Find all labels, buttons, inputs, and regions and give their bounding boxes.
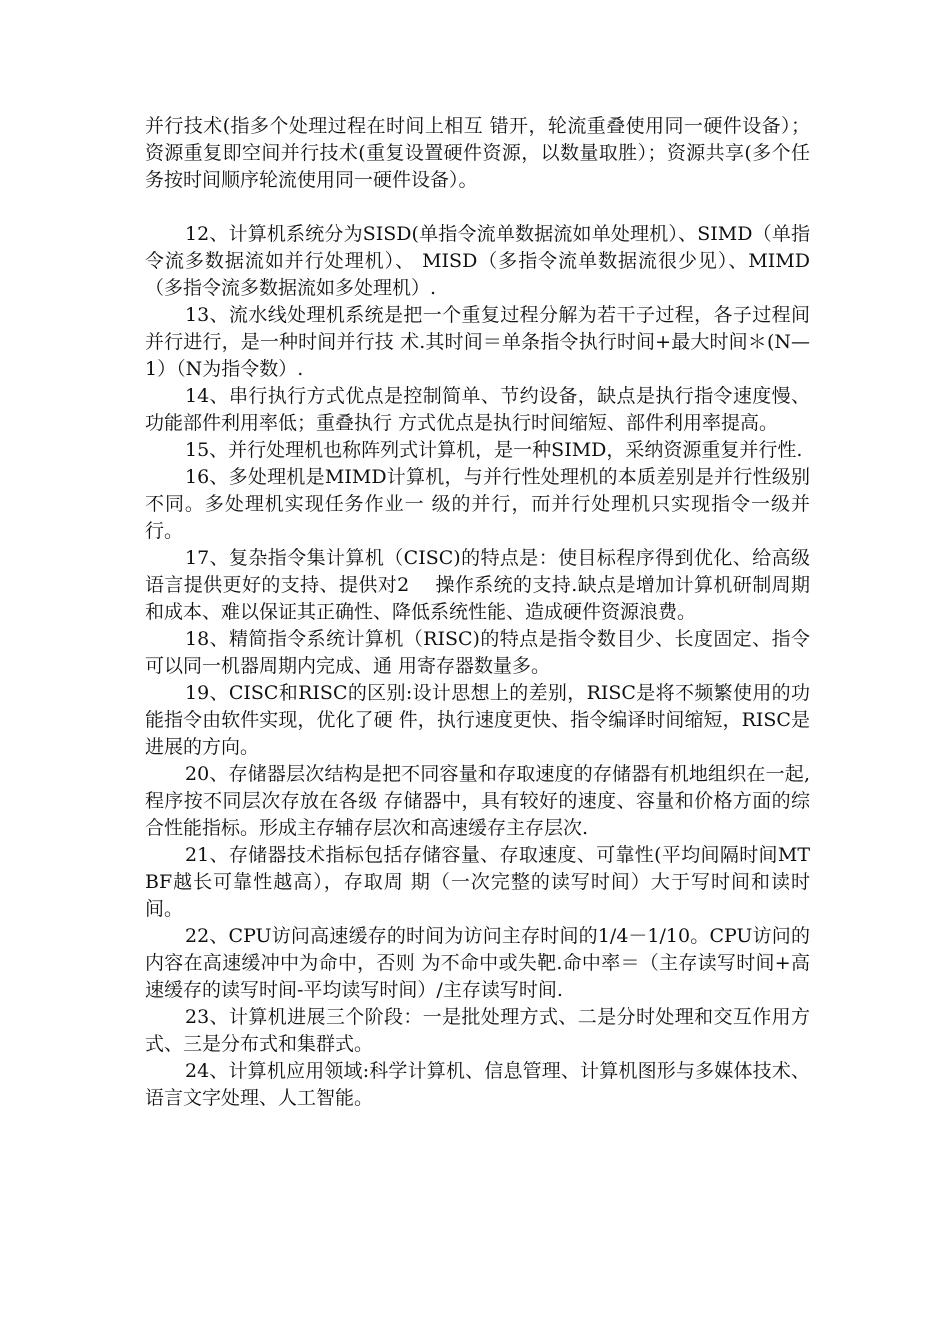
paragraph-13: 13、流水线处理机系统是把一个重复过程分解为若干子过程，各子过程间并行进行，是一种时间并行技 术.其时间＝单条指令执行时间+最大时间＊(N—1）（N为指令数）.: [145, 304, 810, 380]
paragraph-21: 21、存储器技术指标包括存储容量、存取速度、可靠性(平均间隔时间MTBF越长可靠性越高），存取周 期（一次完整的读写时间）大于写时间和读时间。: [145, 844, 810, 920]
paragraph-23: 23、计算机进展三个阶段：一是批处理方式、二是分时处理和交互作用方式、三是分布式和集群式。: [145, 1006, 810, 1055]
paragraph-22: 22、CPU访问高速缓存的时间为访问主存时间的1/4－1/10。CPU访问的内容在高速缓冲中为命中，否则 为不命中或失靶.命中率＝（主存读写时间+高速缓存的读写时间-平均读写时间）/主存读写时间.: [145, 925, 810, 1001]
paragraph-19: 19、CISC和RISC的区别:设计思想上的差别，RISC是将不频繁使用的功能指令由软件实现，优化了硬 件，执行速度更快、指令编译时间缩短，RISC是进展的方向。: [145, 682, 810, 758]
paragraph-24: 24、计算机应用领域:科学计算机、信息管理、计算机图形与多媒体技术、语言文字处理、人工智能。: [145, 1060, 810, 1109]
paragraph-17: 17、复杂指令集计算机（CISC)的特点是：使目标程序得到优化、给高级语言提供更好的支持、提供对2 操作系统的支持.缺点是增加计算机研制周期和成本、难以保证其正确性、降低系统性能、造成硬件资源浪费。: [145, 547, 810, 623]
paragraph-20: 20、存储器层次结构是把不同容量和存取速度的存储器有机地组织在一起,程序按不同层次存放在各级 存储器中，具有较好的速度、容量和价格方面的综合性能指标。形成主存辅存层次和高速缓存主存层次.: [145, 763, 810, 839]
paragraph-12: 12、计算机系统分为SISD(单指令流单数据流如单处理机）、SIMD（单指令流多数据流如并行处理机）、 MISD（多指令流单数据流很少见）、MIMD（多指令流多数据流如多处理机）.: [145, 223, 810, 299]
paragraph-16: 16、多处理机是MIMD计算机，与并行性处理机的本质差别是并行性级别不同。多处理机实现任务作业一 级的并行，而并行处理机只实现指令一级并行。: [145, 466, 810, 542]
paragraph-18: 18、精简指令系统计算机（RISC)的特点是指令数目少、长度固定、指令可以同一机器周期内完成、通 用寄存器数量多。: [145, 628, 810, 677]
document-body: [145, 113, 810, 1112]
paragraph-14: 14、串行执行方式优点是控制简单、节约设备，缺点是执行指令速度慢、功能部件利用率低；重叠执行 方式优点是执行时间缩短、部件利用率提高。: [145, 385, 810, 434]
paragraph-parallel-techniques: 并行技术(指多个处理过程在时间上相互 错开，轮流重叠使用同一硬件设备）；资源重复即空间并行技术(重复设置硬件资源，以数量取胜）；资源共享(多个任务按时间顺序轮流使用同一硬件设备）。: [145, 115, 810, 191]
paragraph-15: 15、并行处理机也称阵列式计算机，是一种SIMD，采纳资源重复并行性.: [185, 439, 803, 461]
